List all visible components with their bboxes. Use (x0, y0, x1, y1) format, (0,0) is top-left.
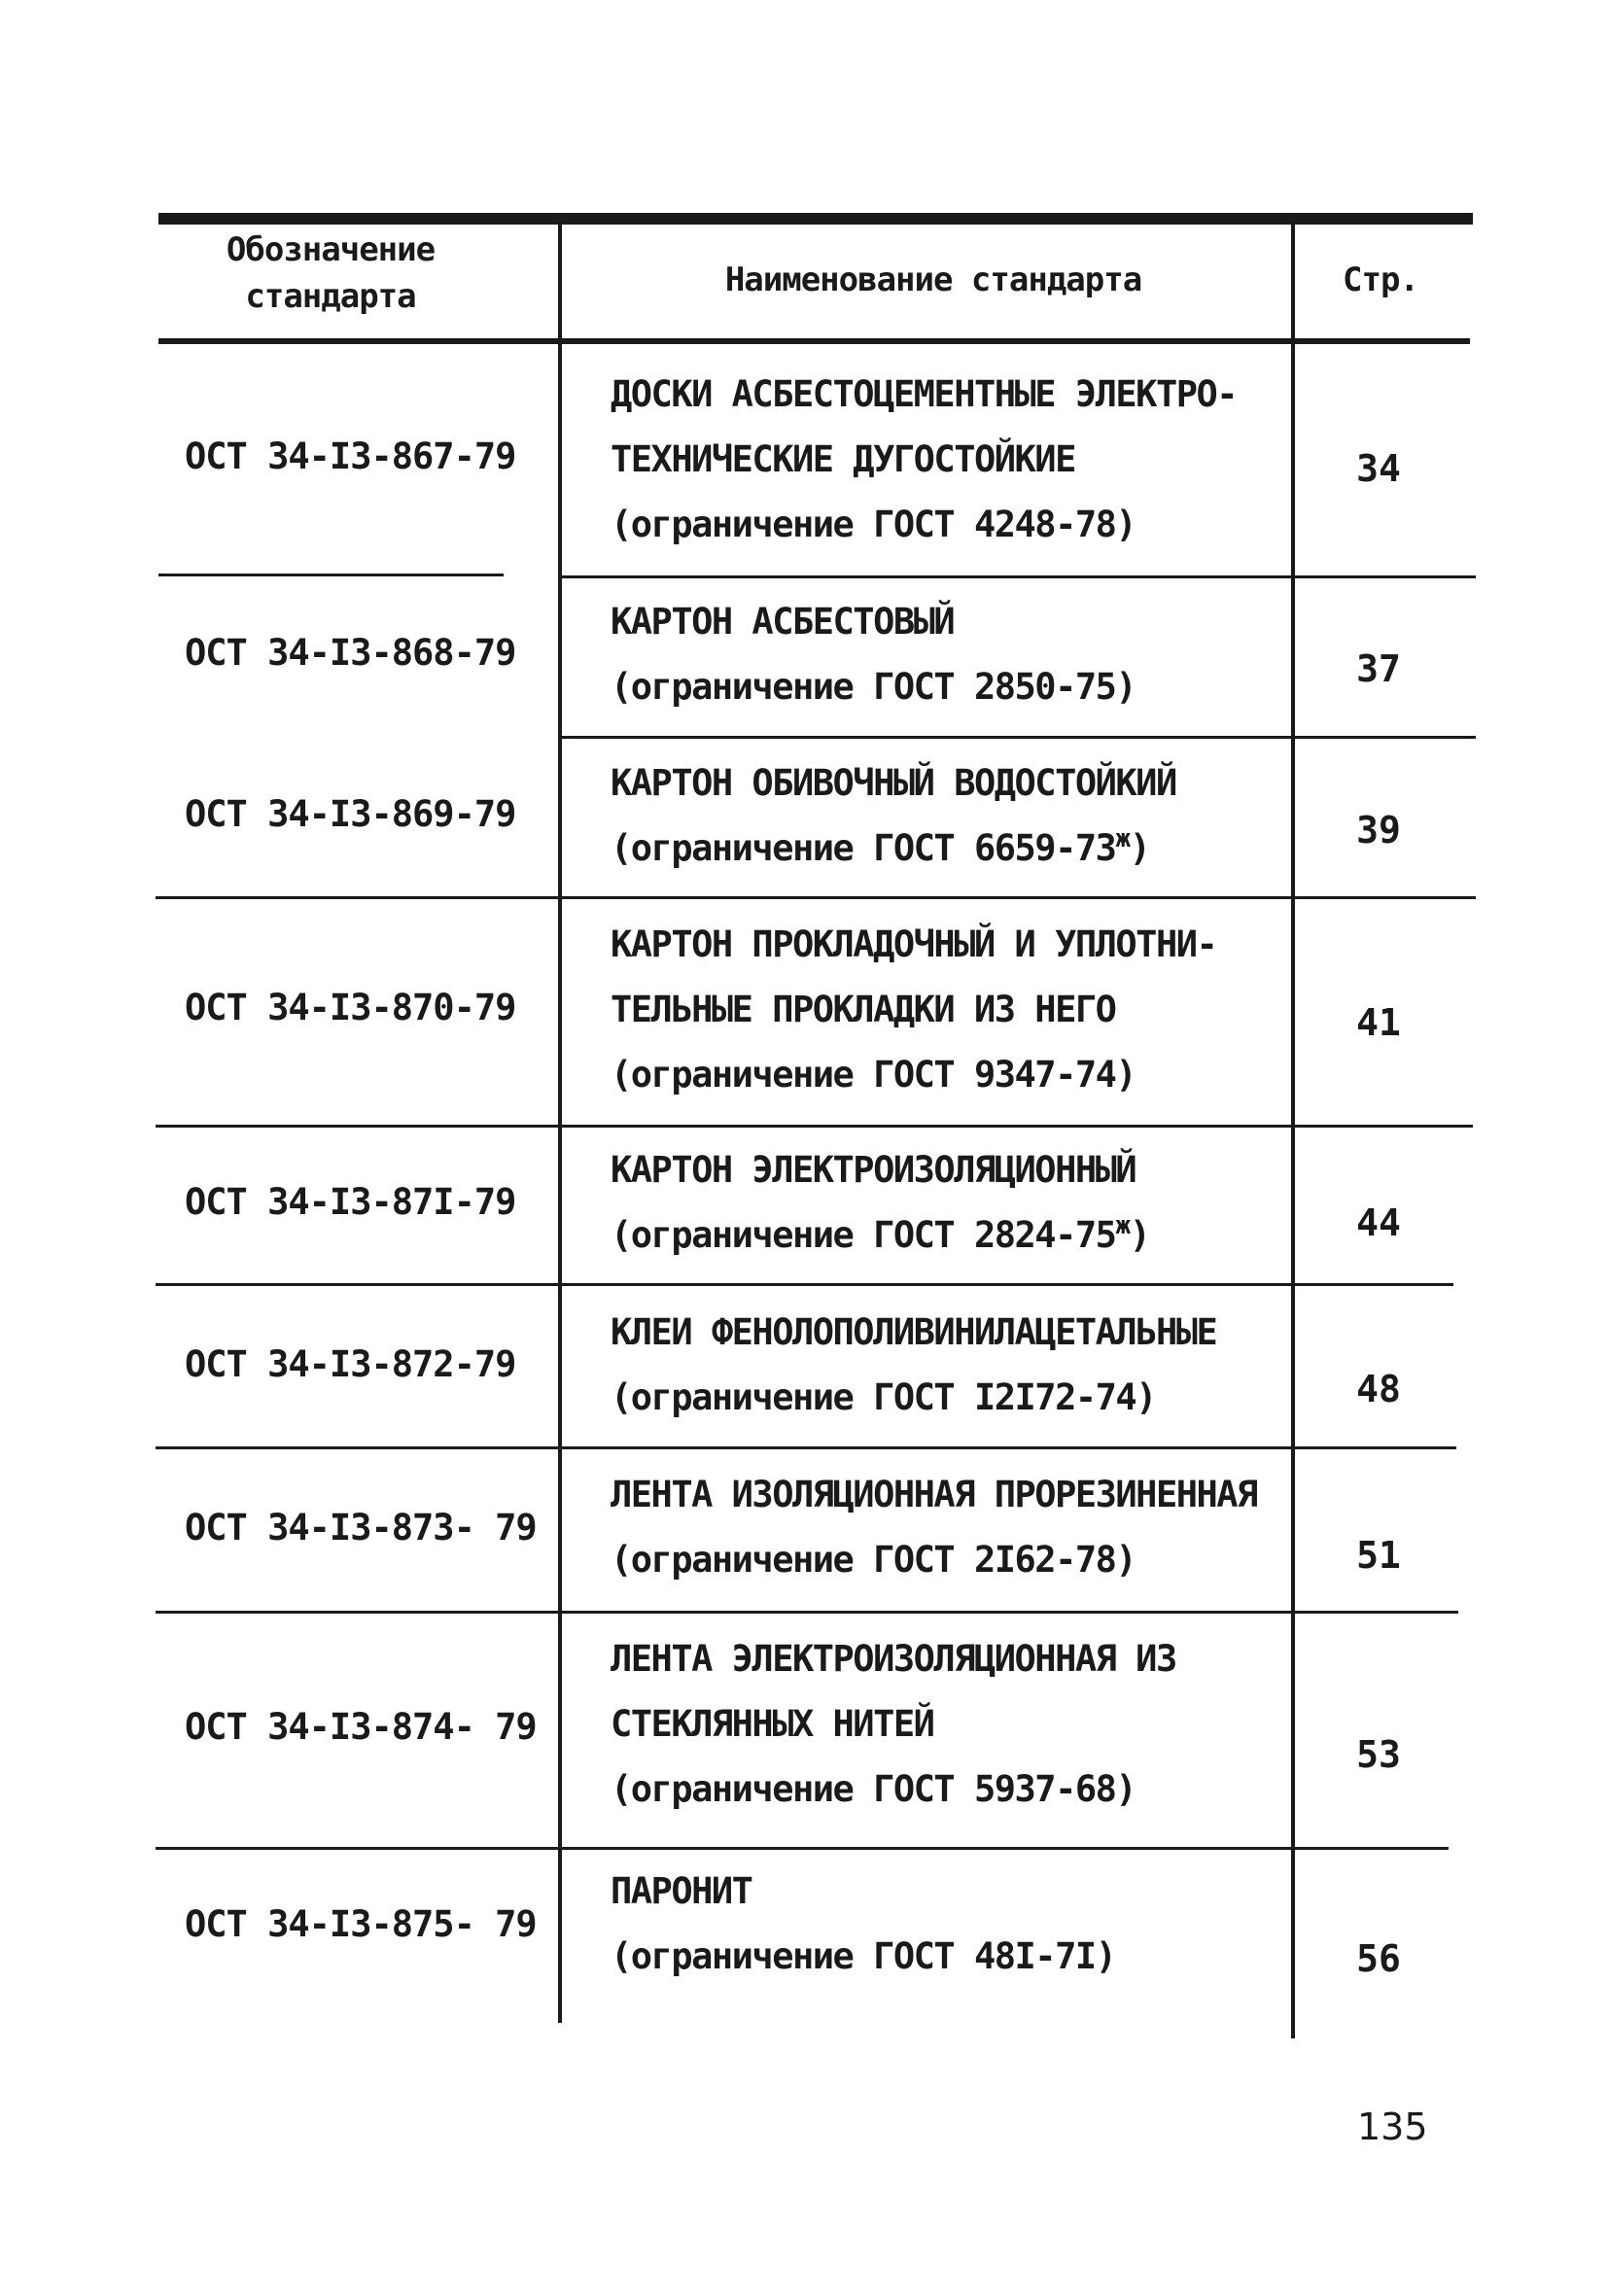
row-9-page: 56 (1356, 1937, 1401, 1980)
row-7-page: 51 (1356, 1534, 1401, 1577)
row-6-page: 48 (1356, 1368, 1401, 1410)
row-9-name-line: ПАРОНИТ (611, 1870, 752, 1912)
row-5-code: ОСТ 34-I3-87I-79 (185, 1181, 516, 1223)
header-code-line1: Обозначение (226, 230, 436, 269)
table-top-rule (158, 213, 1473, 225)
row-1-name-line: ТЕХНИЧЕСКИЕ ДУГОСТОЙКИЕ (611, 438, 1075, 480)
row-3-name (611, 750, 1281, 881)
row-2-page: 37 (1356, 647, 1401, 690)
row-5-page: 44 (1356, 1201, 1401, 1244)
row-3-code: ОСТ 34-I3-869-79 (185, 793, 516, 835)
header-code-line2: стандарта (245, 277, 416, 316)
row-5-footnote-mark: ж (1115, 1211, 1130, 1240)
row-3-footnote-mark: ж (1115, 824, 1130, 853)
row-8-code: ОСТ 34-I3-874- 79 (185, 1706, 537, 1748)
row-8-name-line: СТЕКЛЯННЫХ НИТЕЙ (611, 1703, 934, 1745)
row-8-name-line: (ограничение ГОСТ 5937-68) (611, 1768, 1136, 1810)
row-4-name-line: КАРТОН ПРОКЛАДОЧНЫЙ И УПЛОТНИ- (611, 923, 1217, 965)
row-rule (156, 1847, 1449, 1850)
row-2-code: ОСТ 34-I3-868-79 (185, 632, 516, 674)
row-3-name-tail: ) (1129, 827, 1150, 869)
row-9-code: ОСТ 34-I3-875- 79 (185, 1903, 537, 1945)
row-5-name-text: (ограничение ГОСТ 2824-75 (611, 1214, 1116, 1256)
row-7-code: ОСТ 34-I3-873- 79 (185, 1507, 537, 1548)
row-6-name (611, 1300, 1281, 1430)
row-2-name-line: (ограничение ГОСТ 2850-75) (611, 666, 1136, 708)
column-divider-2 (1291, 225, 1295, 2038)
page-number: 135 (1357, 2105, 1428, 2148)
row-rule (156, 1125, 1473, 1128)
column-divider-1 (558, 225, 562, 2023)
row-4-name (611, 912, 1281, 1107)
row-rule (156, 896, 1476, 899)
row-6-name-line: КЛЕИ ФЕНОЛОПОЛИВИНИЛАЦЕТАЛЬНЫЕ (611, 1311, 1217, 1353)
row-6-name-line: (ограничение ГОСТ I2I72-74) (611, 1376, 1156, 1418)
row-1-name-line: ДОСКИ АСБЕСТОЦЕМЕНТНЫЕ ЭЛЕКТРО- (611, 373, 1238, 415)
row-1-name-line: (ограничение ГОСТ 4248-78) (611, 504, 1136, 545)
row-7-name-line: ЛЕНТА ИЗОЛЯЦИОННАЯ ПРОРЕЗИНЕННАЯ (611, 1474, 1257, 1515)
row-5-name-tail: ) (1129, 1214, 1150, 1256)
row-4-name-line: ТЕЛЬНЫЕ ПРОКЛАДКИ ИЗ НЕГО (611, 989, 1116, 1030)
table-header-rule (158, 338, 1470, 344)
row-1-page: 34 (1356, 447, 1401, 490)
row-rule (158, 574, 504, 576)
row-2-name (611, 589, 1281, 719)
header-page-column: Стр. (1343, 261, 1418, 299)
row-rule (156, 1611, 1458, 1614)
row-5-name (611, 1137, 1281, 1268)
row-rule (559, 575, 1476, 578)
row-4-code: ОСТ 34-I3-870-79 (185, 987, 516, 1028)
row-9-name (611, 1859, 1281, 1989)
row-2-name-line: КАРТОН АСБЕСТОВЫЙ (611, 601, 955, 643)
row-3-page: 39 (1356, 809, 1401, 852)
row-5-name-line (611, 1202, 1281, 1268)
row-rule (156, 1446, 1456, 1449)
row-6-code: ОСТ 34-I3-872-79 (185, 1343, 516, 1385)
row-4-page: 41 (1356, 1001, 1401, 1044)
row-7-name (611, 1462, 1281, 1592)
row-8-name-line: ЛЕНТА ЭЛЕКТРОИЗОЛЯЦИОННАЯ ИЗ (611, 1638, 1176, 1680)
row-3-name-line: КАРТОН ОБИВОЧНЫЙ ВОДОСТОЙКИЙ (611, 762, 1176, 804)
row-rule (156, 1283, 1453, 1286)
row-4-name-line: (ограничение ГОСТ 9347-74) (611, 1054, 1136, 1096)
header-name-column: Наименование стандарта (724, 261, 1142, 299)
row-8-name (611, 1626, 1281, 1822)
row-9-name-line: (ограничение ГОСТ 48I-7I) (611, 1935, 1116, 1977)
row-1-code: ОСТ 34-I3-867-79 (185, 435, 516, 477)
row-rule (559, 736, 1476, 739)
header-code-column (185, 226, 476, 320)
row-5-name-line: КАРТОН ЭЛЕКТРОИЗОЛЯЦИОННЫЙ (611, 1149, 1136, 1191)
row-7-name-line: (ограничение ГОСТ 2I62-78) (611, 1539, 1136, 1581)
row-3-name-line (611, 816, 1281, 881)
row-8-page: 53 (1356, 1733, 1401, 1776)
row-1-name (611, 362, 1281, 557)
row-3-name-text: (ограничение ГОСТ 6659-73 (611, 827, 1116, 869)
